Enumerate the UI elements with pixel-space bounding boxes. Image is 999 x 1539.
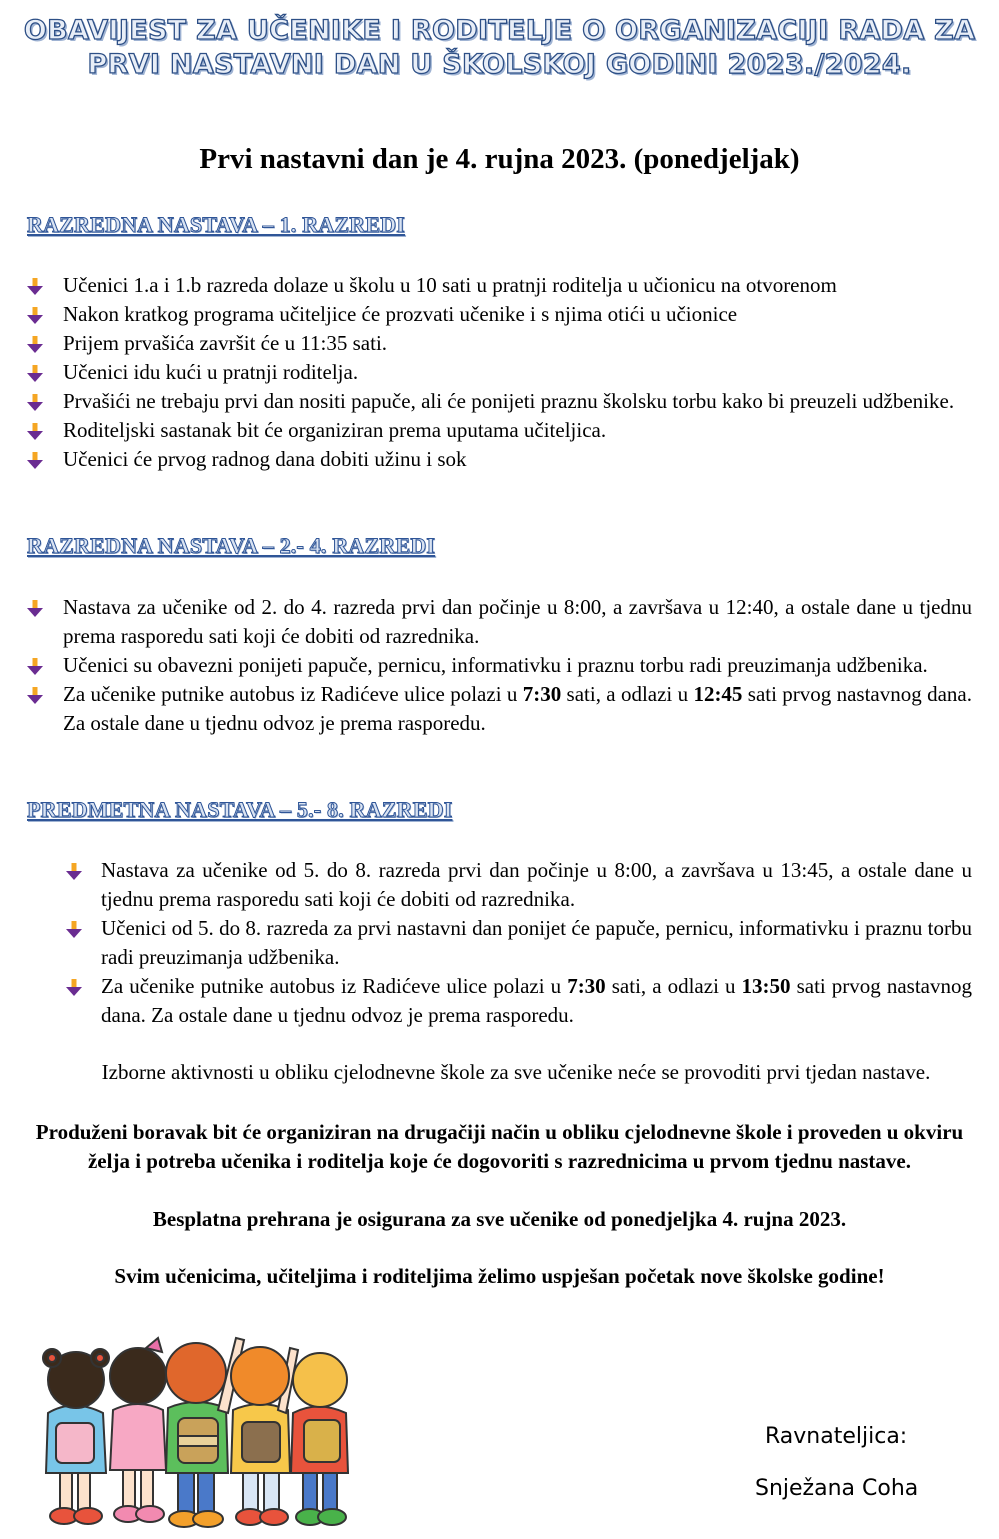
wishes-note: Svim učenicima, učiteljima i roditeljima želimo uspješan početak nove školske godine! — [114, 1264, 885, 1288]
list-item: Učenici su obavezni ponijeti papuče, pernicu, informativku i praznu torbu radi preuzimanja udžbenika. — [27, 651, 972, 680]
list-item: Nakon kratkog programa učiteljice će prozvati učenike i s njima otići u učionice — [27, 300, 972, 329]
arrow-down-bullet-icon — [27, 452, 43, 469]
arrow-down-bullet-icon — [27, 394, 43, 411]
list-item: Nastava za učenike od 5. do 8. razreda prvi dan počinje u 8:00, a završava u 13:45, a ostale dane u tjednu prema rasporedu sati koji će dobiti od razrednika. — [64, 856, 972, 914]
signature-role: Ravnateljica: — [765, 1424, 908, 1449]
list-item: Prijem prvašića završit će u 11:35 sati. — [27, 329, 972, 358]
arrow-down-bullet-icon — [27, 336, 43, 353]
section-heading-grades-2-4: RAZREDNA NASTAVA – 2.- 4. RAZREDI — [27, 533, 436, 558]
arrow-down-bullet-icon — [66, 863, 82, 880]
section-3-list — [64, 856, 972, 1030]
arrow-down-bullet-icon — [27, 423, 43, 440]
arrow-down-bullet-icon — [27, 600, 43, 617]
extended-stay-note: Produženi boravak bit će organiziran na drugačiji način u obliku cjelodnevne škole i proveden u okviru želja i potreba učenika i roditelja koje će dogovoriti s razrednicima u prvom tjednu nastave. — [35, 1120, 964, 1173]
list-item: Učenici 1.a i 1.b razreda dolaze u školu u 10 sati u pratnji roditelja u učionicu na otvorenom — [27, 271, 972, 300]
list-item: Učenici će prvog radnog dana dobiti užinu i sok — [27, 445, 972, 474]
children-illustration — [28, 1318, 363, 1533]
arrow-down-bullet-icon — [66, 979, 82, 996]
list-item: Za učenike putnike autobus iz Radićeve ulice polazi u 7:30 sati, a odlazi u 13:50 sati prvog nastavnog dana. Za ostale dane u tjednu odvoz je prema rasporedu. — [64, 972, 972, 1030]
document-title — [0, 14, 999, 82]
arrow-down-bullet-icon — [27, 278, 43, 295]
title-line-1: OBAVIJEST ZA UČENIKE I RODITELJE O ORGANIZACIJI RADA ZA — [23, 15, 976, 46]
list-item: Učenici od 5. do 8. razreda za prvi nastavni dan ponijet će papuče, pernicu, informativku i praznu torbu radi preuzimanja udžbenika. — [64, 914, 972, 972]
elective-activities-note: Izborne aktivnosti u obliku cjelodnevne škole za sve učenike neće se provoditi prvi tjedan nastave. — [101, 1060, 931, 1084]
list-item: Prvašići ne trebaju prvi dan nositi papuče, ali će ponijeti praznu školsku torbu kako bi preuzeli udžbenike. — [27, 387, 972, 416]
title-line-2: PRVI NASTAVNI DAN U ŠKOLSKOJ GODINI 2023./2024. — [87, 49, 912, 80]
arrow-down-bullet-icon — [27, 658, 43, 675]
section-2-list — [27, 593, 972, 738]
list-item: Učenici idu kući u pratnji roditelja. — [27, 358, 972, 387]
section-1-list — [27, 271, 972, 474]
free-meals-note: Besplatna prehrana je osigurana za sve učenike od ponedjeljka 4. rujna 2023. — [152, 1207, 847, 1231]
signature-name: Snježana Coha — [755, 1476, 919, 1501]
section-heading-grades-5-8: PREDMETNA NASTAVA – 5.- 8. RAZREDI — [27, 797, 453, 822]
arrow-down-bullet-icon — [27, 365, 43, 382]
first-day-subtitle: Prvi nastavni dan je 4. rujna 2023. (ponedjeljak) — [199, 143, 800, 175]
arrow-down-bullet-icon — [66, 921, 82, 938]
section-heading-grades-1: RAZREDNA NASTAVA – 1. RAZREDI — [27, 212, 406, 237]
list-item: Za učenike putnike autobus iz Radićeve ulice polazi u 7:30 sati, a odlazi u 12:45 sati prvog nastavnog dana. Za ostale dane u tjednu odvoz je prema rasporedu. — [27, 680, 972, 738]
arrow-down-bullet-icon — [27, 307, 43, 324]
arrow-down-bullet-icon — [27, 687, 43, 704]
list-item: Nastava za učenike od 2. do 4. razreda prvi dan počinje u 8:00, a završava u 12:40, a ostale dane u tjednu prema rasporedu sati koji će dobiti od razrednika. — [27, 593, 972, 651]
list-item: Roditeljski sastanak bit će organiziran prema uputama učiteljica. — [27, 416, 972, 445]
